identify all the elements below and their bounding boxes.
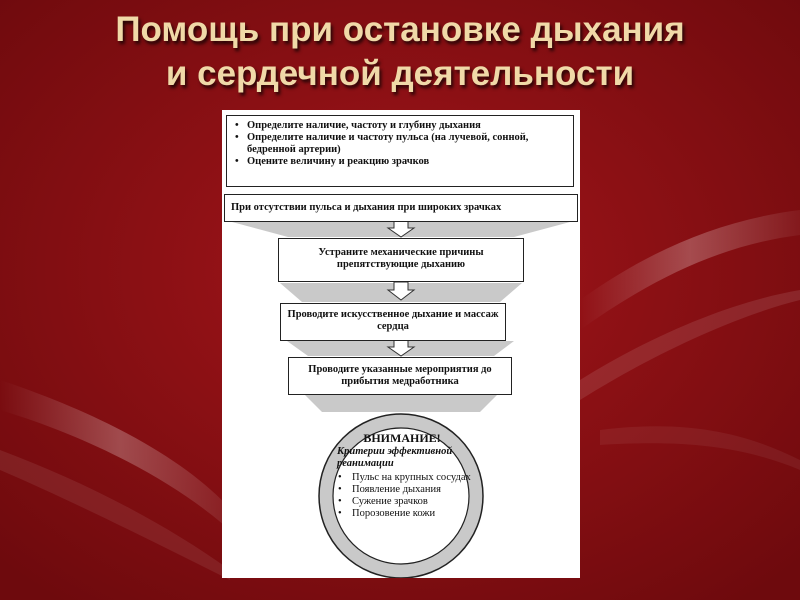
assess-item-breathing: • Определите наличие, частоту и глубину дыхания: [231, 120, 569, 132]
attention-subheading: Критерии эффективной реанимации: [337, 446, 453, 469]
criteria-item: • Сужение зрачков: [332, 496, 472, 508]
criteria-list: [332, 472, 472, 520]
slide-title-line-2: и сердечной деятельности: [165, 54, 635, 93]
attention-heading: ВНИМАНИЕ!: [363, 431, 441, 445]
step-clear-airway-box: [278, 238, 524, 282]
funnel-segment-4: [304, 394, 498, 412]
criteria-item: • Пульс на крупных сосудах: [332, 472, 472, 484]
flowchart-sheet: [222, 110, 580, 578]
step-no-pulse-text: При отсутствии пульса и дыхания при широких зрачках: [231, 202, 502, 213]
step-no-pulse-box: [224, 194, 578, 222]
slide-title-line-1: Помощь при остановке дыхания: [115, 10, 685, 49]
criteria-item: • Появление дыхания: [332, 484, 472, 496]
assess-item-pulse: • Определите наличие и частоту пульса (на лучевой, сонной, бедренной артерии): [231, 132, 569, 156]
step-continue-box: [288, 357, 512, 395]
step-cpr-text: Проводите искусственное дыхание и массаж сердца: [287, 309, 499, 332]
assess-item-pupils: • Оцените величину и реакцию зрачков: [231, 156, 569, 168]
step-continue-text: Проводите указанные мероприятия до прибытия медработника: [308, 364, 492, 387]
criteria-item: • Порозовение кожи: [332, 508, 472, 520]
step-clear-airway-text: Устраните механические причины препятствующие дыханию: [318, 247, 484, 270]
step-assess-box: [226, 115, 574, 187]
slide-title: [0, 8, 800, 96]
step-cpr-box: [280, 303, 506, 341]
attention-content: [332, 432, 472, 520]
